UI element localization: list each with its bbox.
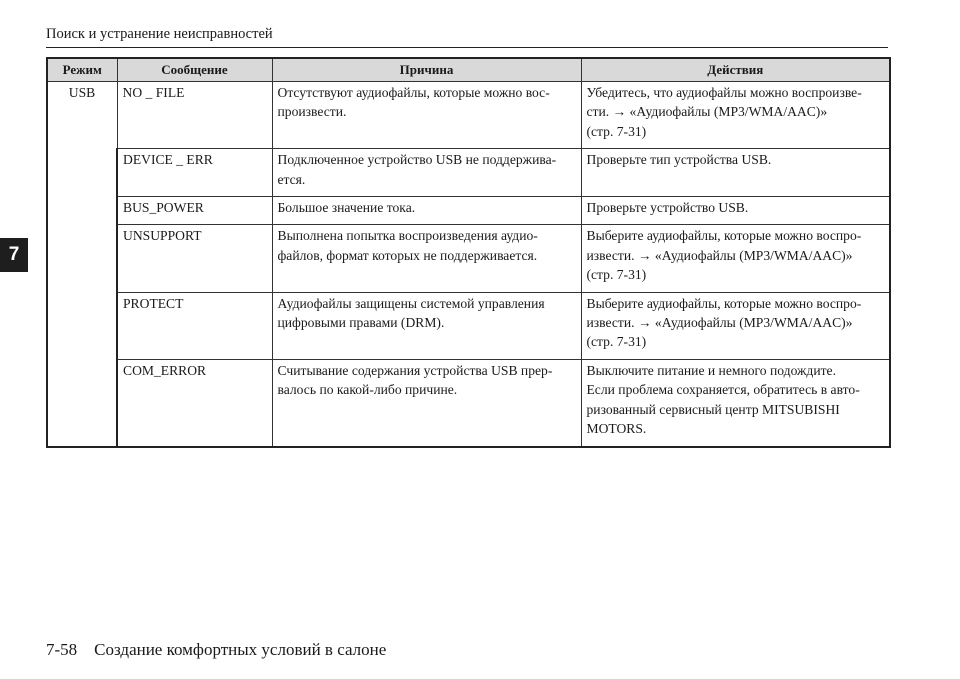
cause-line: файлов, формат которых не поддерживается.: [277, 247, 538, 263]
table-row: [47, 197, 890, 225]
cause-cell: [272, 225, 581, 292]
cause-line: ется.: [277, 171, 306, 187]
chapter-tab: 7: [0, 238, 28, 272]
table-row: [47, 359, 890, 446]
action-line: (стр. 7-31): [586, 123, 647, 139]
page-number: 7-58: [46, 640, 78, 659]
mode-cell: USB: [47, 82, 117, 447]
action-line: Выключите питание и немного подождите.: [586, 362, 836, 378]
cause-line: Подключенное устройство USB не поддержива-: [277, 152, 557, 168]
cause-line: Выполнена попытка воспроизведения аудио-: [277, 228, 538, 244]
section-title: Создание комфортных условий в салоне: [94, 640, 387, 659]
troubleshooting-table: [46, 57, 891, 448]
column-header-message: Сообщение: [117, 58, 272, 82]
column-header-mode: Режим: [47, 58, 117, 82]
message-cell: DEVICE _ ERR: [117, 149, 272, 197]
cause-line: произвести.: [277, 104, 347, 120]
cause-cell: [272, 197, 581, 225]
page-footer: [46, 640, 386, 660]
action-line: сти. → «Аудиофайлы (MP3/WMA/AAC)»: [586, 104, 828, 120]
header-divider: [46, 47, 888, 48]
action-cell: [581, 197, 890, 225]
action-line: (стр. 7-31): [586, 334, 647, 350]
column-header-action: Действия: [581, 58, 890, 82]
action-line: Проверьте тип устройства USB.: [586, 152, 772, 168]
action-line: Проверьте устройство USB.: [586, 200, 749, 216]
table-row: [47, 292, 890, 359]
table-row: [47, 225, 890, 292]
action-cell: [581, 225, 890, 292]
cause-line: Большое значение тока.: [277, 200, 416, 216]
action-line: извести. → «Аудиофайлы (MP3/WMA/AAC)»: [586, 247, 853, 263]
table-header-row: [47, 58, 890, 82]
action-line: MOTORS.: [586, 421, 647, 437]
action-line: Выберите аудиофайлы, которые можно воспро-: [586, 295, 862, 311]
message-cell: NO _ FILE: [117, 82, 272, 149]
action-cell: [581, 359, 890, 446]
action-line: Убедитесь, что аудиофайлы можно воспроизве-: [586, 85, 862, 100]
cause-cell: [272, 149, 581, 197]
action-line: Если проблема сохраняется, обратитесь в авто-: [586, 382, 860, 398]
page-header-title: Поиск и устранение неисправностей: [46, 26, 273, 42]
cause-line: Аудиофайлы защищены системой управления: [277, 295, 545, 311]
table-row: [47, 149, 890, 197]
cause-line: Отсутствуют аудиофайлы, которые можно вос-: [277, 85, 550, 100]
cause-line: валось по какой-либо причине.: [277, 382, 458, 398]
cause-cell: [272, 82, 581, 149]
cause-cell: [272, 359, 581, 446]
message-cell: BUS_POWER: [117, 197, 272, 225]
action-line: ризованный сервисный центр MITSUBISHI: [586, 401, 840, 417]
column-header-cause: Причина: [272, 58, 581, 82]
message-cell: PROTECT: [117, 292, 272, 359]
action-line: (стр. 7-31): [586, 267, 647, 283]
message-cell: UNSUPPORT: [117, 225, 272, 292]
action-cell: [581, 292, 890, 359]
table-row: [47, 82, 890, 149]
cause-line: Считывание содержания устройства USB прер-: [277, 362, 553, 378]
action-line: извести. → «Аудиофайлы (MP3/WMA/AAC)»: [586, 315, 853, 331]
action-cell: [581, 149, 890, 197]
action-cell: [581, 82, 890, 149]
message-cell: COM_ERROR: [117, 359, 272, 446]
cause-cell: [272, 292, 581, 359]
cause-line: цифровыми правами (DRM).: [277, 315, 445, 331]
action-line: Выберите аудиофайлы, которые можно воспро-: [586, 228, 862, 244]
